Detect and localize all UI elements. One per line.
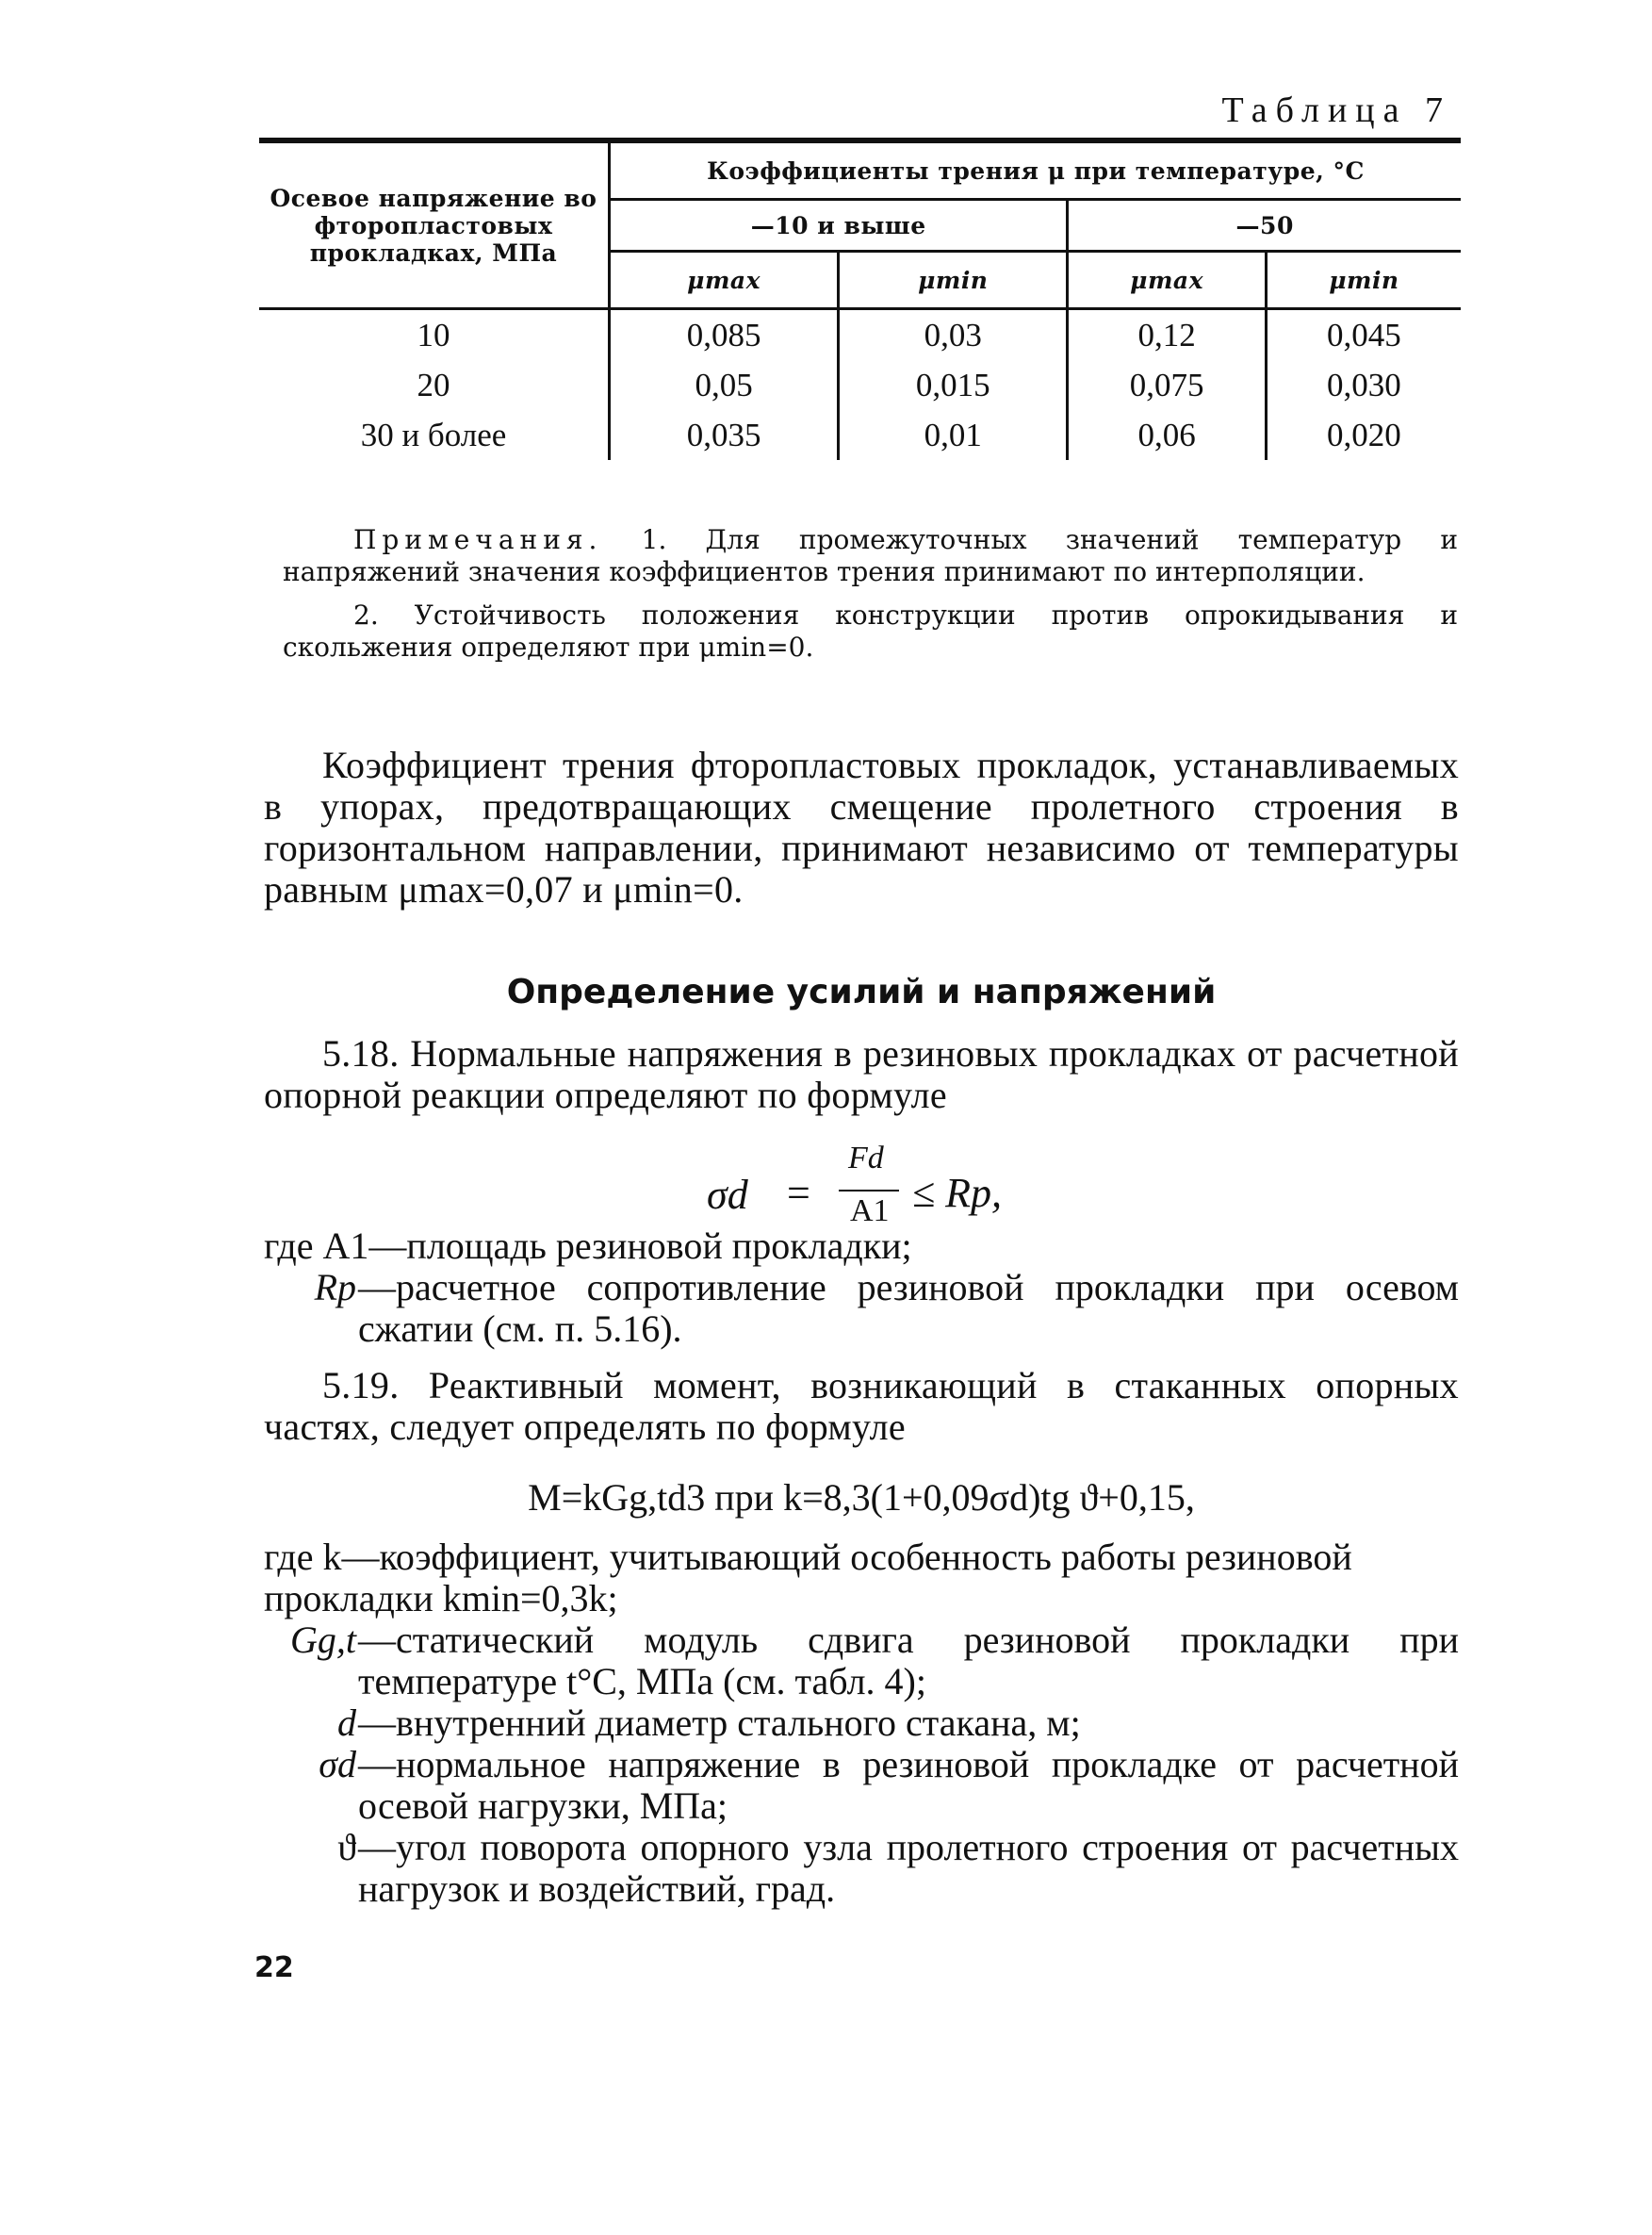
cell-value: 0,03 [839, 309, 1068, 361]
clause-5-18: 5.18. Нормальные напряжения в резиновых прокладках от расчетной опорной реакции определяют по формуле [264, 1032, 1459, 1116]
definition-text: —угол поворота опорного узла пролетного строения от расчетных нагрузок и воздействий, град. [358, 1826, 1459, 1910]
table-row [259, 360, 1461, 410]
cell-value: 0,01 [839, 410, 1068, 460]
cell-value: 0,030 [1266, 360, 1461, 410]
subheader-mu-max-1: μmax [610, 252, 839, 309]
definitions-5-18 [264, 1225, 1459, 1350]
formula-rhs: ≤ Rp, [912, 1170, 1003, 1216]
subheader-mu-max-2: μmax [1068, 252, 1266, 309]
definition-symbol: где k [264, 1536, 342, 1578]
cell-value: 0,015 [839, 360, 1068, 410]
table-row [259, 309, 1461, 361]
definition-item [264, 1702, 1459, 1744]
definition-symbol: d [337, 1701, 356, 1744]
stub-header: Осевое напряжение во фторопластовых прокладках, МПа [259, 140, 610, 309]
formula-denominator: A1 [850, 1193, 890, 1228]
formula-equals: = [787, 1170, 810, 1216]
definition-text: —статический модуль сдвига резиновой прокладки при температуре t°С, МПа (см. табл. 4); [358, 1619, 1459, 1702]
cell-value: 0,085 [610, 309, 839, 361]
definition-item [264, 1619, 1459, 1702]
table-notes [283, 524, 1458, 664]
definition-item [264, 1744, 1459, 1827]
row-stress: 30 и более [360, 416, 507, 453]
table-caption: Таблица 7 [1221, 90, 1451, 130]
cell-value: 0,05 [610, 360, 839, 410]
definition-item [264, 1267, 1459, 1350]
definition-symbol: Gg,t [290, 1619, 356, 1661]
section-heading: Определение усилий и напряжений [506, 973, 1217, 1011]
friction-table-container [259, 138, 1461, 460]
definition-symbol: σd [319, 1743, 356, 1785]
definitions-5-19 [264, 1537, 1459, 1910]
cell-value: 0,12 [1068, 309, 1266, 361]
note-1: 1. Для промежуточных значений температур и напряжений значения коэффициентов трения принимают по интерполяции. [283, 524, 1458, 587]
table-row [259, 410, 1461, 460]
cell-value: 0,020 [1266, 410, 1461, 460]
formula-reactive-moment: M=kGg,td3 при k=8,3(1+0,09σd)tg ϑ+0,15, [528, 1476, 1195, 1519]
cell-value: 0,06 [1068, 410, 1266, 460]
fraction-bar [839, 1190, 899, 1191]
cell-value: 0,045 [1266, 309, 1461, 361]
notes-label: Примечания. [353, 524, 603, 555]
subheader-mu-min-2: μmin [1266, 252, 1461, 309]
definition-symbol: ϑ [337, 1826, 356, 1868]
definition-item [264, 1827, 1459, 1910]
definition-symbol: где A1 [264, 1224, 369, 1267]
page-number: 22 [254, 1951, 294, 1984]
definition-text: —нормальное напряжение в резиновой прокладке от расчетной осевой нагрузки, МПа; [358, 1743, 1459, 1827]
formula-numerator: Fd [848, 1141, 884, 1175]
group-header: Коэффициенты трения μ при температуре, °С [610, 140, 1462, 200]
friction-paragraph: Коэффициент трения фторопластовых прокладок, устанавливаемых в упорах, предотвращающих смещение пролетного строения в горизонтальном направлении, принимают независимо от температуры равным μmax=0,07 и μmin=0. [264, 744, 1459, 911]
formula-lhs: σd [707, 1172, 748, 1218]
friction-coefficients-table [259, 138, 1461, 460]
cell-value: 0,035 [610, 410, 839, 460]
temp-header-minus50: —50 [1068, 200, 1461, 252]
definition-text: —расчетное сопротивление резиновой прокладки при осевом сжатии (см. п. 5.16). [358, 1266, 1459, 1350]
definition-item [264, 1537, 1459, 1619]
temp-header-minus10: —10 и выше [610, 200, 1068, 252]
clause-5-19: 5.19. Реактивный момент, возникающий в стаканных опорных частях, следует определять по формуле [264, 1364, 1459, 1448]
note-2: 2. Устойчивость положения конструкции против опрокидывания и скольжения определяют при μmin=0. [283, 600, 1458, 663]
definition-text: —коэффициент, учитывающий особенность работы резиновой прокладки kmin=0,3k; [264, 1536, 1352, 1619]
cell-value: 0,075 [1068, 360, 1266, 410]
definition-symbol: Rp [314, 1266, 356, 1308]
subheader-mu-min-1: μmin [839, 252, 1068, 309]
definition-text: —площадь резиновой прокладки; [368, 1224, 912, 1267]
definition-item [264, 1225, 1459, 1267]
definition-text: —внутренний диаметр стального стакана, м; [358, 1701, 1081, 1744]
row-stress: 20 [417, 366, 450, 403]
row-stress: 10 [417, 316, 450, 353]
